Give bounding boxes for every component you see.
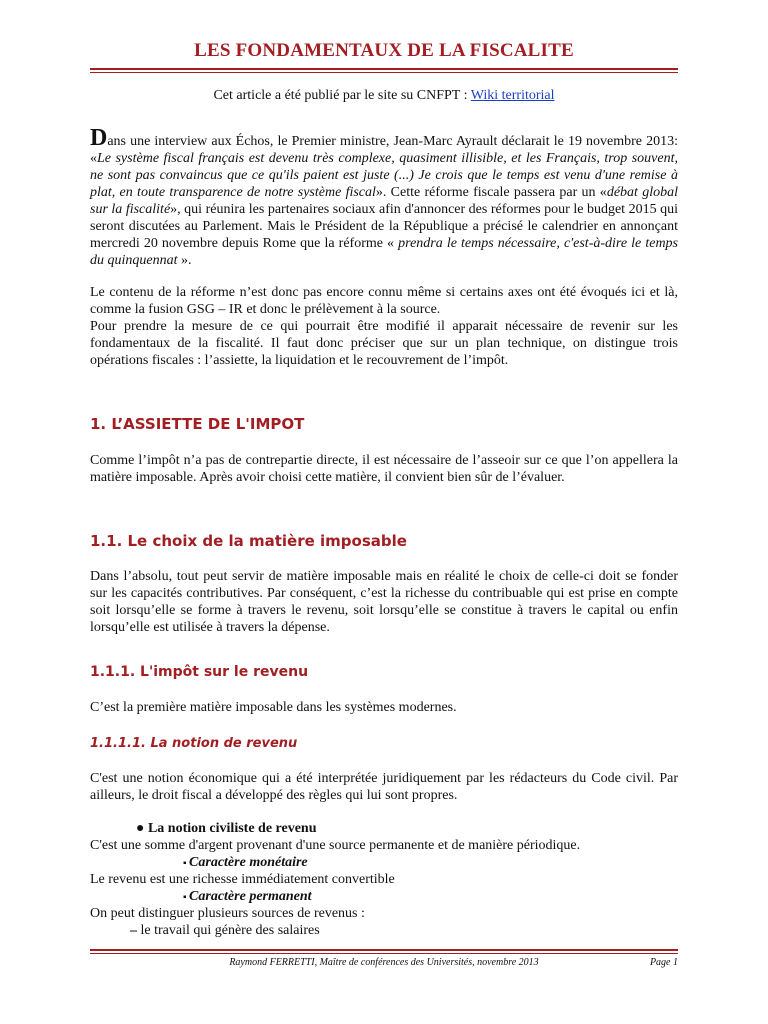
sub-permanent: [183, 888, 768, 906]
section-1-1-heading: 1.1. Le choix de la matière imposable: [90, 532, 407, 550]
sub-permanent-label: Caractère permanent: [189, 889, 312, 904]
sub-monetaire: [183, 854, 768, 872]
intro-paragraph: [90, 125, 679, 269]
document-title: LES FONDAMENTAUX DE LA FISCALITE: [194, 40, 574, 61]
drop-cap: D: [90, 125, 108, 151]
dash-item-salaires: [130, 922, 718, 939]
section-1-1-1-text: C’est la première matière imposable dans les systèmes modernes.: [90, 700, 457, 715]
footer-rule: [90, 949, 678, 951]
section-1-heading: 1. L’ASSIETTE DE L'IMPOT: [90, 415, 305, 433]
sub-bullet-icon: ▪: [183, 858, 190, 869]
publication-note: [90, 88, 678, 104]
page-number: Page 1: [649, 957, 678, 968]
intro-quote-2: débat global sur la fiscalité: [90, 185, 678, 217]
bullet-civiliste-label: La notion civiliste de revenu: [147, 821, 317, 836]
footer-rule-thin: [90, 953, 678, 954]
dash-item-text: le travail qui génère des salaires: [140, 923, 320, 938]
header-rule-thin: [90, 72, 678, 73]
section-1-1-text: Dans l’absolu, tout peut servir de matière imposable mais en réalité le choix de celle-ci doit se fonder sur les capacités contributives. Par conséquent, c’est la richesse du contribuable qui est prise en compte soit lorsqu’elle se forme à travers le revenu, soit lorsqu’elle se constitue à travers le capital ou enfin lorsqu’elle est utilisée à travers la dépense.: [90, 569, 678, 635]
intro-text-d: ».: [177, 253, 192, 268]
bullet-civiliste: [136, 820, 724, 837]
intro-text-c: », qui réunira les partenaires sociaux afin d'annoncer des réformes pour le budget 2015 qui seront discutées au Parlement. Mais le Président de la République a précisé le calendrier en annonçant mercredi 20 novembre depuis Rome que la réforme «: [90, 202, 678, 251]
wiki-territorial-link[interactable]: Wiki territorial: [470, 88, 555, 103]
intro-paragraph-2: Le contenu de la réforme n’est donc pas encore connu même si certains axes ont été évoqués ici et là, comme la fusion GSG – IR et donc le prélèvement à la source.: [90, 285, 678, 317]
header-rule: [90, 68, 678, 70]
sources-intro: On peut distinguer plusieurs sources de revenus :: [90, 906, 365, 921]
publication-prefix: Cet article a été publié par le site su CNFPT :: [213, 88, 471, 103]
intro-quote: Le système fiscal français est devenu très complexe, quasiment illisible, et les Français, trop souvent, ne sont pas convaincus que ce qu'ils paient est juste (...) Je crois que le temps est venu d'une remise à plat, en toute transparence de notre système fiscal: [90, 151, 678, 200]
section-1-1-1-1-heading: 1.1.1.1. La notion de revenu: [90, 736, 298, 751]
intro-text-a: ans une interview aux Échos, le Premier ministre, Jean-Marc Ayrault déclarait le 19 novembre 2013: «: [90, 134, 678, 166]
footer-author: Raymond FERRETTI, Maître de conférences des Universités, novembre 2013: [229, 957, 539, 968]
intro-text-b: ». Cette réforme fiscale passera par un «: [375, 185, 607, 200]
bullet-dot-icon: ●: [136, 821, 148, 836]
section-1-1-1-1-text: C'est une notion économique qui a été interprétée juridiquement par les rédacteurs du Code civil. Par ailleurs, le droit fiscal a développé des règles qui lui sont propres.: [90, 771, 678, 803]
civiliste-definition: C'est une somme d'argent provenant d'une source permanente et de manière périodique.: [90, 838, 581, 853]
monetaire-definition: Le revenu est une richesse immédiatement convertible: [90, 872, 395, 887]
section-1-text: Comme l’impôt n’a pas de contrepartie directe, il est nécessaire de l’asseoir sur ce que l’on appellera la matière imposable. Après avoir choisi cette matière, il convient bien sûr de l’évaluer.: [90, 453, 678, 485]
dash-icon: –: [130, 923, 141, 938]
intro-paragraph-3: Pour prendre la mesure de ce qui pourrait être modifié il apparait nécessaire de revenir sur les fondamentaux de la fiscalité. Il faut donc préciser que sur un plan technique, on distingue trois opérations fiscales : l’assiette, la liquidation et le recouvrement de l’impôt.: [90, 319, 678, 368]
intro-quote-3: prendra le temps nécessaire, c'est-à-dire le temps du quinquennat: [90, 236, 679, 268]
section-1-1-1-heading: 1.1.1. L'impôt sur le revenu: [90, 664, 309, 680]
sub-monetaire-label: Caractère monétaire: [189, 855, 308, 870]
sub-bullet-icon: ▪: [183, 892, 190, 903]
